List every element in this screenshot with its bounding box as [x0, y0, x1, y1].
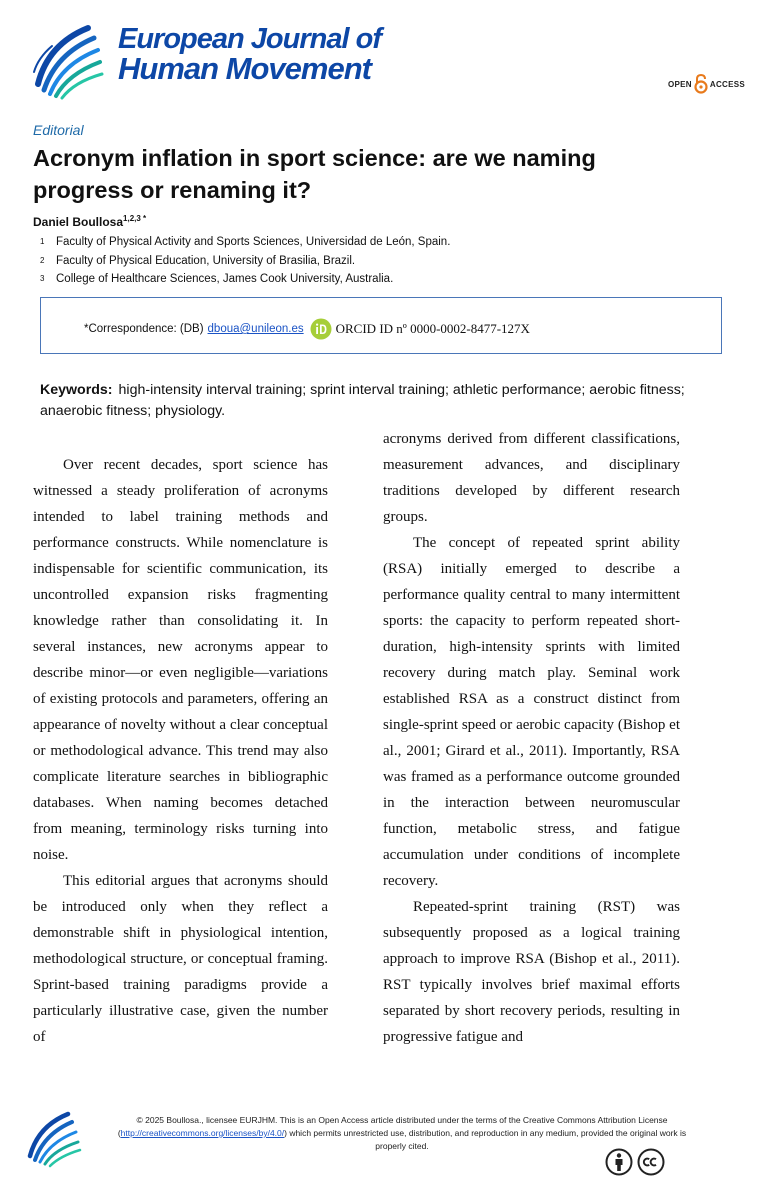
orcid-icon[interactable]: [310, 318, 332, 340]
affiliation-number: 1: [40, 237, 45, 246]
journal-title-line2: Human Movement: [118, 51, 371, 86]
open-label: OPEN: [668, 79, 692, 89]
affiliation-1: [40, 236, 450, 248]
paragraph: Repeated-sprint training (RST) was subsequently proposed as a logical training approach to improve RSA (Bishop et al., 2011). RST typically involves brief maximal efforts separated by short recovery periods, resulting in progressive fatigue and: [383, 899, 680, 1045]
cc-license-icons: [605, 1148, 665, 1176]
journal-title-line1: European Journal of: [118, 23, 381, 55]
cc-icon: [637, 1148, 665, 1176]
affiliation-text: Faculty of Physical Education, University of Brasilia, Brazil.: [56, 255, 356, 267]
correspondence-label: *Correspondence: (DB): [84, 323, 204, 335]
access-label: ACCESS: [709, 79, 746, 89]
article-title: Acronym inflation in sport science: are we naming progress or renaming it?: [33, 145, 596, 203]
paragraph: Over recent decades, sport science has witnessed a steady proliferation of acronyms intended to label training methods and performance constructs. While nomenclature is indispensable for scientific communication, its uncontrolled expansion risks fragmenting knowledge rather than consolidating it. In several instances, new acronyms appear to describe minor—or even negligible—variations of existing protocols and parameters, offering an appearance of novelty without a clear conceptual or methodological advance. This trend may also complicate literature searches in bibliographic databases. When naming becomes detached from meaning, terminology risks turning into noise.: [33, 457, 328, 863]
keywords: [40, 380, 720, 422]
license-link[interactable]: http://creativecommons.org/licenses/by/4.0/: [120, 1128, 285, 1138]
affiliation-3: [40, 273, 393, 285]
keywords-label: Keywords:: [40, 382, 113, 398]
author-superscript: 1,2,3 *: [123, 214, 147, 223]
article-type: Editorial: [33, 122, 84, 138]
cc-attribution-icon: [605, 1148, 633, 1176]
open-access-badge: [668, 74, 745, 94]
journal-logo-icon: [28, 14, 124, 110]
license-pre: © 2025 Boullosa., licensee EURJHM. This is an Open Access article distributed under the terms of the Creative Commons Attribution License (: [117, 1115, 668, 1138]
open-lock-icon: [694, 74, 708, 94]
paragraph: acronyms derived from different classifications, measurement advances, and disciplinary traditions developed by different research groups.: [383, 431, 680, 525]
affiliation-number: 3: [40, 274, 45, 283]
orcid-id: ORCID ID nº 0000-0002-8477-127X: [335, 321, 530, 336]
paragraph: The concept of repeated sprint ability (RSA) initially emerged to describe a performance quality central to many intermittent sports: the capacity to perform repeated short-duration, high-intensity sprints with limited recovery during match play. Seminal work established RSA as a construct distinct from single-sprint speed or aerobic capacity (Bishop et al., 2001; Girard et al., 2011). Importantly, RSA was framed as a performance outcome grounded in the interaction between neuromuscular function, metabolic stress, and fatigue accumulation under conditions of incomplete recovery.: [383, 535, 680, 889]
author-name: Daniel Boullosa: [33, 215, 124, 229]
affiliation-text: College of Healthcare Sciences, James Cook University, Australia.: [56, 273, 394, 285]
journal-footer-logo-icon: [24, 1104, 90, 1174]
correspondence-line: [84, 318, 530, 340]
affiliation-text: Faculty of Physical Activity and Sports Sciences, Universidad de León, Spain.: [56, 236, 451, 248]
affiliation-2: [40, 255, 355, 267]
keywords-text: high-intensity interval training; sprint interval training; athletic performance; aerobic fitness; anaerobic fitness; physiology.: [40, 382, 685, 419]
correspondence-email-link[interactable]: dboua@unileon.es: [207, 323, 304, 335]
license-post: ) which permits unrestricted use, distribution, and reproduction in any medium, provided the original work is properly cited.: [284, 1128, 687, 1151]
body-column-left: [33, 452, 328, 1050]
affiliation-number: 2: [40, 256, 45, 265]
paragraph: This editorial argues that acronyms should be introduced only when they reflect a demonstrable shift in physiological intention, methodological structure, or conceptual framing. Sprint-based training paradigms provide a particularly illustrative case, given the number of: [33, 873, 328, 1045]
body-column-right: [383, 426, 680, 1050]
author-line: [33, 214, 146, 229]
journal-title: [118, 24, 418, 84]
